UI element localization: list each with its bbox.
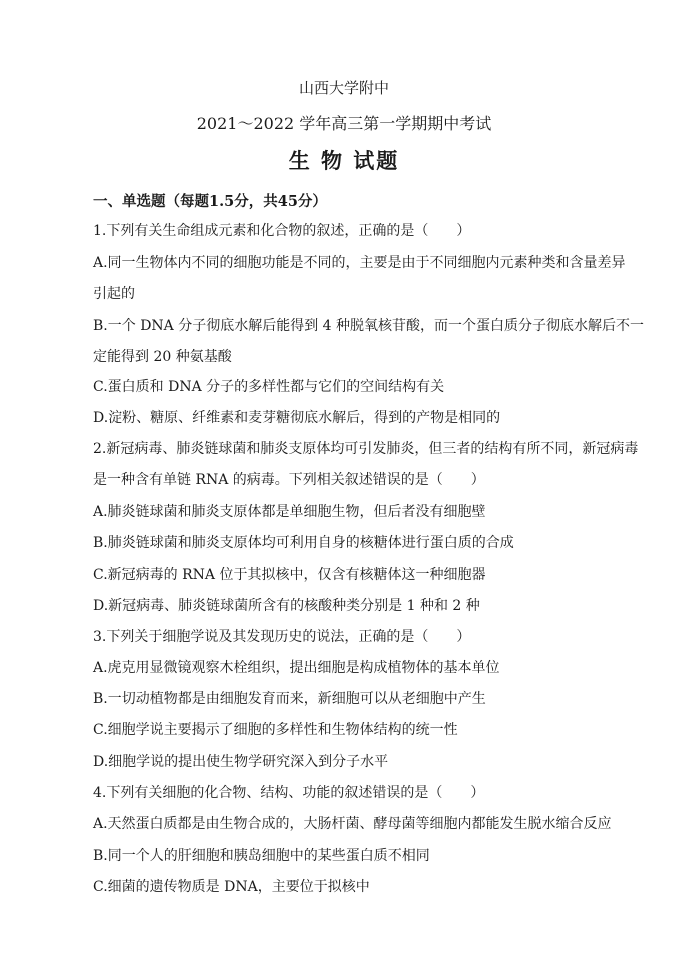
question-3-option-b: B.一切动植物都是由细胞发育而来，新细胞可以从老细胞中产生: [93, 691, 486, 707]
question-1-option-b: B.一个 DNA 分子彻底水解后能得到 4 种脱氧核苷酸，而一个蛋白质分子彻底水解后不一: [93, 318, 645, 334]
question-1-option-b-cont: 定能得到 20 种氨基酸: [93, 349, 232, 365]
school-name: 山西大学附中: [298, 79, 389, 97]
question-4-option-b: B.同一个人的肝细胞和胰岛细胞中的某些蛋白质不相同: [93, 848, 430, 864]
question-1-option-c: C.蛋白质和 DNA 分子的多样性都与它们的空间结构有关: [93, 379, 445, 395]
exam-title: 2021～2022 学年高三第一学期期中考试: [196, 114, 492, 133]
question-3-option-c: C.细胞学说主要揭示了细胞的多样性和生物体结构的统一性: [93, 722, 458, 738]
question-2-stem: 2.新冠病毒、肺炎链球菌和肺炎支原体均可引发肺炎，但三者的结构有所不同，新冠病毒: [93, 441, 639, 457]
question-2-option-c: C.新冠病毒的 RNA 位于其拟核中，仅含有核糖体这一种细胞器: [93, 567, 486, 583]
question-1-stem: 1.下列有关生命组成元素和化合物的叙述，正确的是（ ）: [93, 223, 471, 239]
question-2-option-d: D.新冠病毒、肺炎链球菌所含有的核酸种类分别是 1 种和 2 种: [93, 598, 480, 614]
section-heading: 一、单选题（每题1.5分，共45分）: [93, 193, 327, 210]
question-3-option-d: D.细胞学说的提出使生物学研究深入到分子水平: [93, 754, 389, 770]
question-2-stem-cont: 是一种含有单链 RNA 的病毒。下列相关叙述错误的是（ ）: [93, 472, 485, 488]
question-2-option-b: B.肺炎链球菌和肺炎支原体均可利用自身的核糖体进行蛋白质的合成: [93, 535, 514, 551]
question-3-option-a: A.虎克用显微镜观察木栓组织，提出细胞是构成植物体的基本单位: [93, 660, 500, 676]
question-1-option-a-cont: 引起的: [93, 286, 135, 302]
question-2-option-a: A.肺炎链球菌和肺炎支原体都是单细胞生物，但后者没有细胞壁: [93, 504, 486, 520]
subject-title: 生 物 试题: [288, 148, 400, 173]
question-1-option-a: A.同一生物体内不同的细胞功能是不同的，主要是由于不同细胞内元素种类和含量差异: [93, 255, 626, 271]
question-1-option-d: D.淀粉、糖原、纤维素和麦芽糖彻底水解后，得到的产物是相同的: [93, 410, 501, 426]
question-3-stem: 3.下列关于细胞学说及其发现历史的说法，正确的是（ ）: [93, 629, 471, 645]
question-4-option-c: C.细菌的遗传物质是 DNA，主要位于拟核中: [93, 879, 370, 895]
question-4-stem: 4.下列有关细胞的化合物、结构、功能的叙述错误的是（ ）: [93, 785, 485, 801]
question-4-option-a: A.天然蛋白质都是由生物合成的，大肠杆菌、酵母菌等细胞内都能发生脱水缩合反应: [93, 816, 612, 832]
